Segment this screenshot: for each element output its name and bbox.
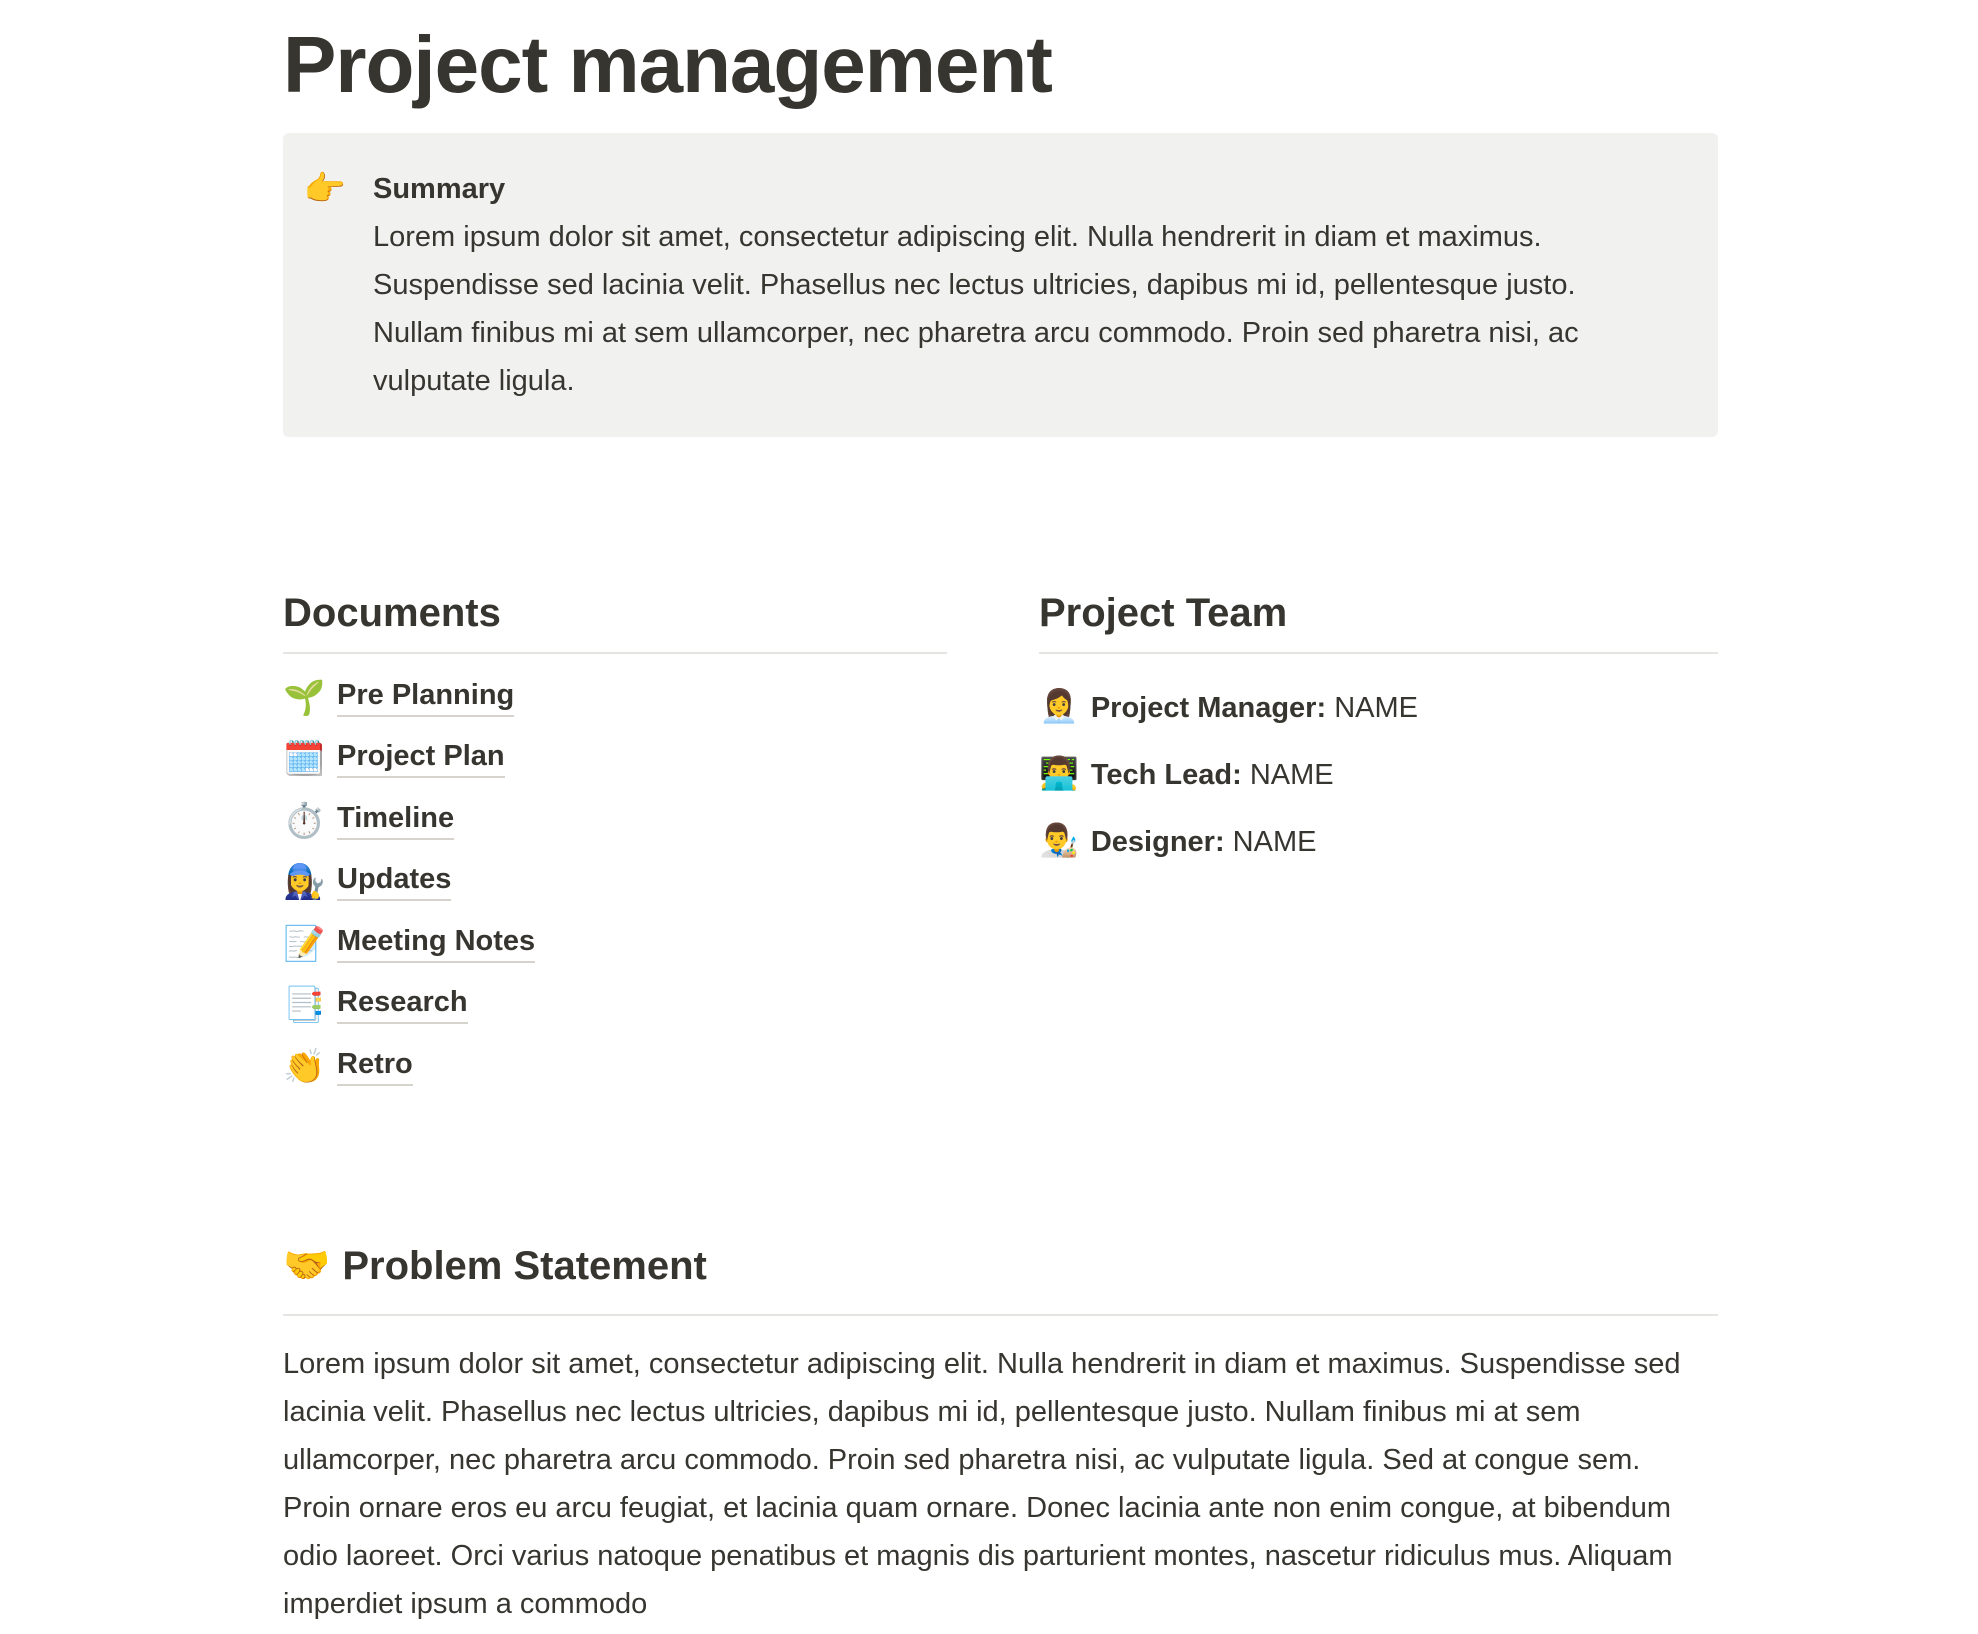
woman-mechanic-icon: 👩‍🔧 [283,863,326,902]
pointing-right-icon: 👉 [303,170,347,208]
doc-link-meeting-notes[interactable] [283,913,947,975]
doc-link-research[interactable] [283,975,947,1037]
section-heading-project-team: Project Team [1039,591,1288,635]
bookmark-tabs-icon: 📑 [283,986,326,1025]
spiral-calendar-icon: 🗓️ [283,740,326,779]
page-title: Project management [283,20,1052,109]
team-member-row-project-manager [1039,682,1718,732]
stopwatch-icon: ⏱️ [283,801,326,840]
summary-body: Lorem ipsum dolor sit amet, consectetur adipiscing elit. Nulla hendrerit in diam et maximus. Suspendisse sed lacinia velit. Phasellus nec lectus ultricies, dapibus mi id, pellentesque justo. Nullam finibus mi at sem ullamcorper, nec pharetra arcu commodo. Proin sed pharetra nisi, ac vulputate ligula. [373,221,1579,397]
team-member-row-designer [1039,816,1718,866]
summary-heading: Summary [373,173,506,205]
section-heading-problem-statement: Problem Statement [342,1243,707,1288]
problem-statement-divider [283,1314,1718,1316]
doc-link-label: Pre Planning [337,679,514,717]
doc-link-label: Timeline [337,802,454,840]
team-member-role: Tech Lead: [1090,759,1242,791]
team-list [1039,654,1718,866]
documents-column [283,587,947,1098]
team-member-name: NAME [1334,692,1418,724]
woman-office-worker-icon: 👩‍💼 [1039,688,1079,724]
summary-callout-text [373,165,1628,405]
seedling-icon: 🌱 [283,678,326,717]
project-team-column [1039,587,1718,1098]
team-member-role: Project Manager: [1090,692,1327,724]
doc-link-label: Meeting Notes [337,925,535,963]
clapping-hands-icon: 👏 [283,1047,326,1086]
section-heading-documents: Documents [283,591,501,635]
man-artist-icon: 👨‍🎨 [1039,822,1079,858]
problem-statement-body: Lorem ipsum dolor sit amet, consectetur adipiscing elit. Nulla hendrerit in diam et maximus. Suspendisse sed lacinia velit. Phasellus nec lectus ultricies, dapibus mi id, pellentesque justo. Nullam finibus mi at sem ullamcorper, nec pharetra arcu commodo. Proin sed pharetra nisi, ac vulputate ligula. Sed at congue sem. Proin ornare eros eu arcu feugiat, et lacinia quam ornare. Donec lacinia ante non enim congue, at bibendum odio laoreet. Orci varius natoque penatibus et magnis dis parturient montes, nascetur ridiculus mus. Aliquam imperdiet ipsum a commodo [283,1347,1681,1620]
doc-link-label: Updates [337,863,451,901]
doc-link-retro[interactable] [283,1036,947,1098]
two-column-section [283,587,1718,1098]
memo-icon: 📝 [283,924,326,963]
team-member-name: NAME [1249,759,1334,791]
doc-link-project-plan[interactable] [283,729,947,791]
doc-link-label: Project Plan [337,740,505,778]
summary-callout [283,133,1718,437]
doc-link-label: Research [337,986,468,1024]
handshake-icon: 🤝 [283,1244,331,1287]
problem-statement-heading-row [283,1240,1718,1292]
documents-list [283,654,947,1098]
team-member-row-tech-lead [1039,749,1718,799]
problem-statement-section [283,1240,1718,1628]
doc-link-pre-planning[interactable] [283,667,947,729]
doc-link-label: Retro [337,1048,413,1086]
team-member-role: Designer: [1090,826,1225,858]
man-technologist-icon: 👨‍💻 [1039,755,1079,791]
doc-link-updates[interactable] [283,852,947,914]
team-member-name: NAME [1232,826,1317,858]
doc-link-timeline[interactable] [283,790,947,852]
page-content [283,0,1718,1628]
